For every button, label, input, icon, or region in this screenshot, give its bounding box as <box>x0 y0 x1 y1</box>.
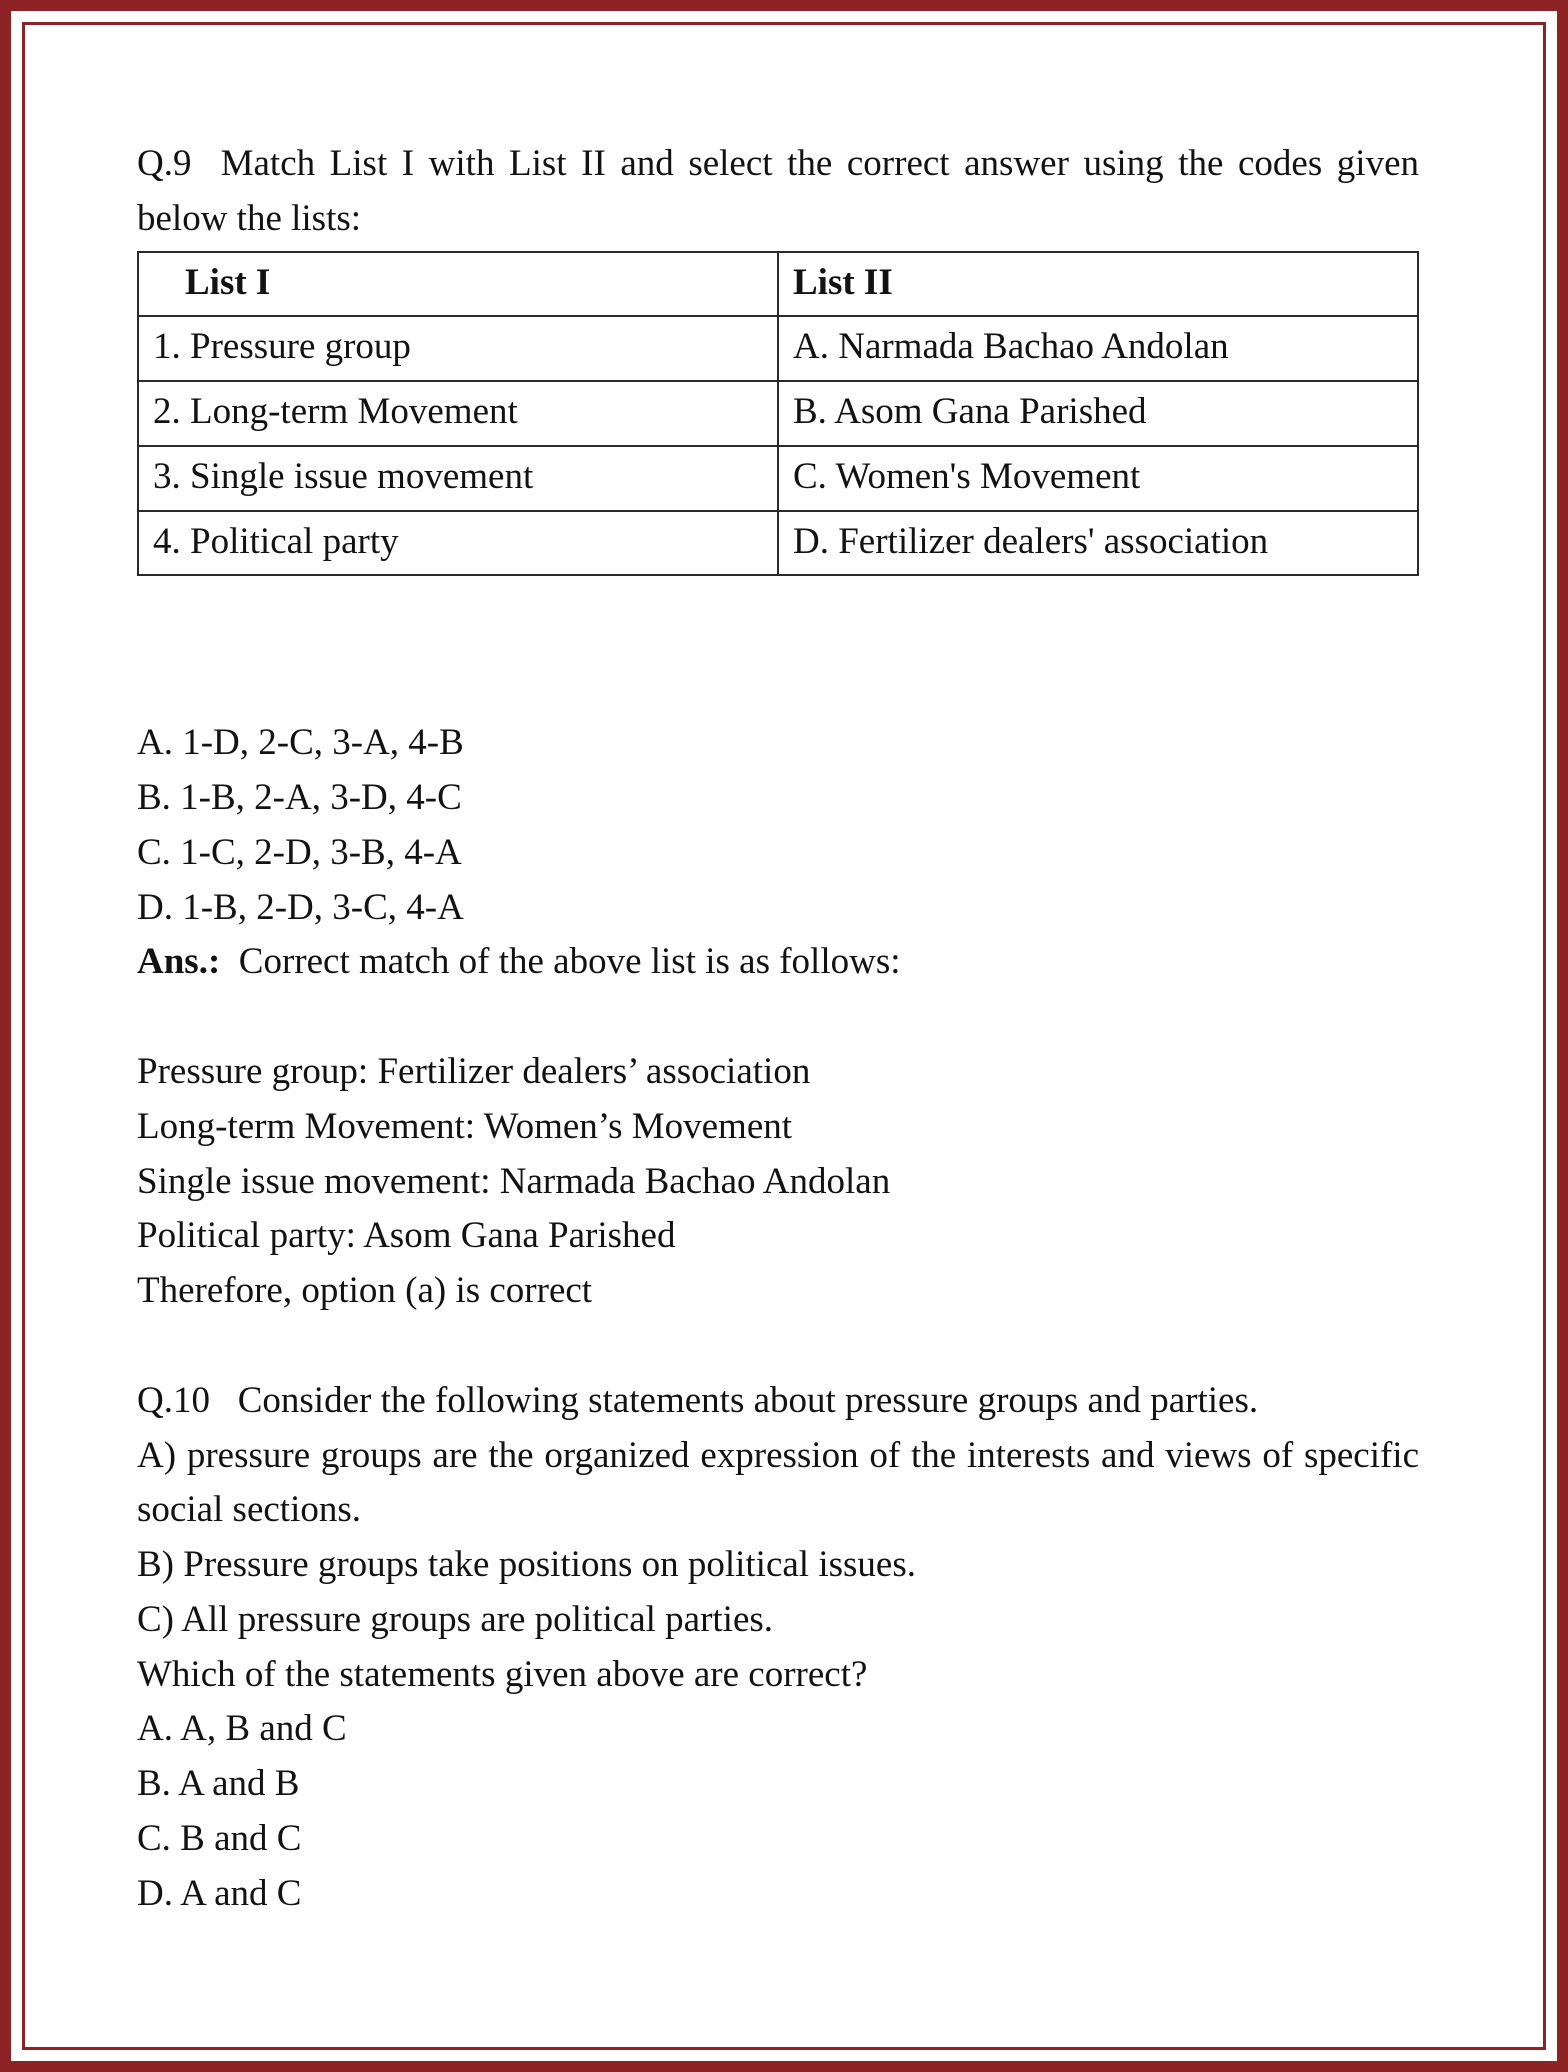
q9-option-a: A. 1-D, 2-C, 3-A, 4-B <box>137 722 464 764</box>
q9-option-b: B. 1-B, 2-A, 3-D, 4-C <box>137 777 462 818</box>
answer-intro: Correct match of the above list is as follows: <box>238 941 901 983</box>
q9-title: Q.9 Match List I with List II and select the correct answer using the codes given below the lists: <box>137 143 1419 239</box>
q9-option-c: C. 1-C, 2-D, 3-B, 4-A <box>137 831 462 873</box>
table-cell-list2: D. Fertilizer dealers' association <box>778 511 1418 576</box>
table-row <box>138 316 1418 381</box>
q9-answer-match-line: Long-term Movement: Women’s Movement <box>137 1105 793 1147</box>
q10-option-b: B. A and B <box>137 1763 300 1804</box>
q9-answer-line <box>137 935 1419 990</box>
q10-option-c: C. B and C <box>137 1817 302 1859</box>
q9-answer-conclusion: Therefore, option (a) is correct <box>137 1270 593 1311</box>
question-9-section <box>137 137 1419 1319</box>
q9-answer-match-line: Pressure group: Fertilizer dealers’ association <box>137 1051 811 1092</box>
q9-option-d: D. 1-B, 2-D, 3-C, 4-A <box>137 886 464 928</box>
table-cell-list2: C. Women's Movement <box>778 446 1418 511</box>
spacer <box>137 1319 1419 1374</box>
table-header-list1: List I <box>138 252 778 317</box>
table-row <box>138 511 1418 576</box>
q10-option-a: A. A, B and C <box>137 1708 347 1750</box>
q10-title: Q.10 Consider the following statements about pressure groups and parties. <box>137 1379 1259 1421</box>
table-cell-list2: B. Asom Gana Parished <box>778 381 1418 446</box>
q10-statement-a: A) pressure groups are the organized expression of the interests and views of specific social sections. <box>137 1434 1419 1531</box>
q10-statement-c: C) All pressure groups are political parties. <box>137 1598 774 1640</box>
table-row <box>138 446 1418 511</box>
question-10-section <box>137 1374 1419 1922</box>
table-cell-list1: 2. Long-term Movement <box>138 381 778 446</box>
table-row <box>138 381 1418 446</box>
q9-answer-match-line: Political party: Asom Gana Parished <box>137 1215 676 1257</box>
table-header-row <box>138 252 1418 317</box>
table-cell-list1: 4. Political party <box>138 511 778 576</box>
table-header-list2: List II <box>778 252 1418 317</box>
spacer <box>137 990 1419 1045</box>
spacer <box>137 576 1419 716</box>
q10-option-d: D. A and C <box>137 1872 302 1914</box>
document-content <box>137 137 1419 1921</box>
table-cell-list2: A. Narmada Bachao Andolan <box>778 316 1418 381</box>
q9-answer-match-line: Single issue movement: Narmada Bachao Andolan <box>137 1160 891 1202</box>
answer-label: Ans.: <box>137 941 221 983</box>
q10-question-line: Which of the statements given above are correct? <box>137 1653 868 1695</box>
table-cell-list1: 1. Pressure group <box>138 316 778 381</box>
q10-statement-b: B) Pressure groups take positions on political issues. <box>137 1544 916 1585</box>
page-border-frame <box>22 22 1546 2050</box>
table-cell-list1: 3. Single issue movement <box>138 446 778 511</box>
q9-match-table <box>137 251 1419 577</box>
